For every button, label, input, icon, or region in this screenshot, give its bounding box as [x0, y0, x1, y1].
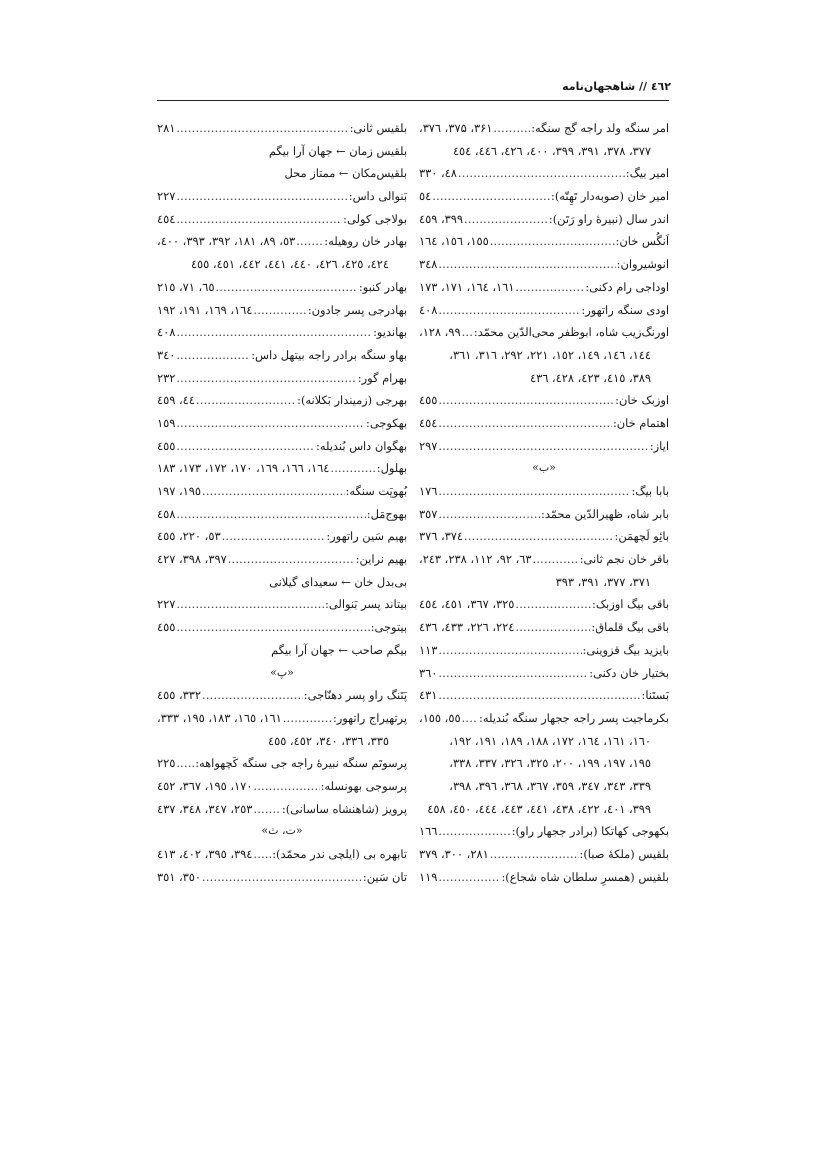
- entry-name: اوزبک خان:: [615, 393, 669, 408]
- xref-text: بیگم صاحب ← جهان آرا بیگم: [271, 642, 407, 657]
- entry-name: پرویز (شاهنشاه ساسانی):: [281, 801, 407, 816]
- index-entry: [419, 866, 669, 889]
- dot-leader: [202, 480, 344, 503]
- entry-name: امیر خان (صوبه‌دار تَهِتّه):: [551, 189, 669, 204]
- index-entry: [157, 798, 407, 821]
- section-letter-text: «ب»: [532, 461, 556, 475]
- dot-leader: [176, 752, 194, 775]
- index-entry: [157, 752, 407, 775]
- entry-name: باقر خان نجم ثانی:: [579, 552, 669, 567]
- entry-pages: ٤٥٥: [157, 620, 176, 635]
- entry-name: بهلول:: [376, 461, 407, 476]
- entry-name: بلقیس (ملکهٔ صبا):: [579, 847, 669, 861]
- entry-name: اوداجی رام دکنی:: [585, 279, 669, 294]
- dot-leader: [515, 616, 590, 639]
- entry-name: بختیار خان دکنی:: [589, 665, 669, 680]
- dot-leader: [515, 276, 584, 299]
- entry-pages: ۱٦٦: [419, 824, 438, 839]
- dot-leader: [222, 525, 326, 548]
- entry-pages: ۱٦٤، ۱٦٦، ۱٦۹، ۱۷۰، ۱۷۲، ۱۷۳، ۱۸۳: [157, 461, 330, 476]
- dot-leader: [438, 480, 630, 503]
- xref-text: بی‌بدل خان ← سعیدای گیلانی: [269, 574, 407, 589]
- dot-leader: [296, 230, 323, 253]
- index-entry: [419, 548, 669, 571]
- entry-name: بایزید بیگ قزوینی:: [582, 642, 669, 657]
- dot-leader: [215, 276, 357, 299]
- entry-pages: ٦۳، ۹۲، ۱۱۲، ۲۳۸، ۲٤۳،: [419, 552, 532, 567]
- dot-leader: [176, 367, 356, 390]
- entry-name: بهرجی (زمیندار بَکلانه):: [297, 393, 407, 408]
- entry-name: اورنگ‌زیب شاه، ابوظفر محی‌الدّین محمّد:: [473, 325, 669, 340]
- entry-pages: ۱٤٤، ۱٤٦، ۱٤۹، ۱٥۲، ۲۲۱، ۲۹۲، ۳۱٦، ۳٦۱،: [449, 347, 651, 362]
- entry-pages: ۲۲۷: [157, 597, 176, 612]
- index-entry: [157, 117, 407, 140]
- section-letter-text: «پ»: [270, 665, 294, 679]
- entry-pages: ٤٥٤: [419, 415, 438, 430]
- index-entry: [157, 548, 407, 571]
- index-entry: [419, 820, 669, 843]
- index-entry: [157, 299, 407, 322]
- dot-leader: [176, 185, 347, 208]
- index-entry: [419, 525, 669, 548]
- index-entry: [157, 367, 407, 390]
- dot-leader: [253, 299, 306, 322]
- index-entry: [157, 503, 407, 526]
- entry-pages: ۲۲٤، ۲۲٦، ٤۳۳، ٤۳٦: [419, 620, 515, 635]
- entry-pages: ۹۹، ۱۲۸،: [419, 325, 461, 340]
- entry-continuation: [419, 730, 669, 753]
- entry-pages: ۳۸۹، ٤۱٥، ٤۲۳، ٤۲۸، ٤۳٦: [529, 370, 651, 385]
- entry-pages: ۲۲۷: [157, 189, 176, 204]
- entry-name: امیر بیگ:: [625, 166, 669, 181]
- dot-leader: [253, 798, 280, 821]
- index-entry: [419, 503, 669, 526]
- dot-leader: [438, 503, 540, 526]
- header-rule: [157, 100, 669, 101]
- entry-pages: ۲٥۳، ۳٤۷، ۳٤۸، ٤۳۷: [157, 801, 253, 816]
- entry-continuation: [419, 571, 669, 594]
- dot-leader: [438, 639, 581, 662]
- entry-pages: ۳٤۰: [157, 347, 176, 362]
- dot-leader: [432, 185, 550, 208]
- entry-pages: ۱٦٤، ۱٦۹، ۱۹۱، ۱۹۲: [157, 302, 253, 317]
- entry-pages: ۱٥٥، ۱٥٦، ۱٦٤: [419, 234, 489, 249]
- index-entry: [419, 480, 669, 503]
- entry-name: تان سَین:: [362, 869, 407, 884]
- dot-leader: [176, 616, 369, 639]
- dot-leader: [462, 321, 473, 344]
- index-entry: [419, 639, 669, 662]
- index-entry: [419, 208, 669, 231]
- dot-leader: [196, 389, 296, 412]
- index-entry: [419, 616, 669, 639]
- cross-reference: [157, 162, 407, 185]
- entry-name: بابا بیگ:: [631, 484, 669, 498]
- dot-leader: [176, 412, 365, 435]
- entry-continuation: [419, 140, 669, 163]
- dot-leader: [490, 230, 615, 253]
- dot-leader: [330, 457, 375, 480]
- entry-pages: ٤۸، ۳۳۰: [419, 166, 457, 181]
- entry-name: بهرام گور:: [357, 370, 407, 385]
- entry-name: پَتَنگ راو پسر دهنّاجی:: [303, 688, 407, 703]
- entry-pages: ۳۳٥، ۳۳٦، ۳٤۰، ٤٥۲، ٤٥٥: [267, 733, 389, 748]
- dot-leader: [176, 208, 342, 231]
- entry-pages: ۳۷۱، ۳۷۷، ۳۹۱، ۳۹۳: [555, 574, 651, 589]
- entry-pages: ۳۹۷، ۳۹۸، ٤۲۷: [157, 552, 227, 567]
- index-entry: [157, 707, 407, 730]
- entry-pages: ٤٥٥: [419, 393, 438, 408]
- index-entry: [157, 775, 407, 798]
- entry-pages: ۳۹۹، ٤۰۱، ٤۲۲، ٤۳۸، ٤٤۱، ٤٤۳، ٤٤٤، ٤٥۰، ٤٥۸: [427, 801, 651, 816]
- index-entry: [157, 843, 407, 866]
- section-letter: [419, 457, 669, 480]
- section-letter: [157, 820, 407, 843]
- entry-pages: ۳٤۸: [419, 257, 438, 272]
- entry-pages: ۳۲٥، ۳٦۷، ٤٥۱، ٤٥٤: [419, 597, 515, 612]
- xref-text: بلقیس‌مکان ← ممتاز محل: [284, 166, 407, 181]
- dot-leader: [438, 435, 648, 458]
- entry-name: بائِو لَچهمَن:: [614, 529, 669, 544]
- index-entry: [157, 480, 407, 503]
- entry-continuation: [419, 344, 669, 367]
- entry-name: بهیم سَین راتهور:: [326, 529, 407, 544]
- index-entry: [157, 684, 407, 707]
- entry-pages: ۳٥۷: [419, 506, 438, 521]
- entry-pages: ۱۱۹: [419, 869, 438, 884]
- index-entry: [157, 866, 407, 889]
- dot-leader: [438, 820, 510, 843]
- entry-name: باقی بیگ قلماق:: [591, 620, 669, 635]
- entry-name: باقی بیگ اوزبک:: [592, 597, 669, 612]
- entry-name: بابر شاه، ظهیرالدّین محمّد:: [541, 506, 669, 521]
- entry-pages: ۳٥۰، ۳٥۱: [157, 869, 202, 884]
- entry-name: بَستَنا:: [641, 688, 669, 703]
- index-entry: [157, 593, 407, 616]
- dot-leader: [438, 389, 614, 412]
- index-entry: [419, 117, 669, 140]
- entry-pages: ۲۸۱، ۳۰۰، ۳۷۹: [419, 847, 489, 861]
- dot-leader: [228, 548, 355, 571]
- index-entry: [419, 230, 669, 253]
- entry-pages: ٤٤، ٤٥۹: [157, 393, 195, 408]
- dot-leader: [493, 117, 530, 140]
- index-entry: [419, 299, 669, 322]
- dot-leader: [253, 843, 271, 866]
- entry-pages: ۳۳۹، ۳٤۳، ۳٤۷، ۳٥۹، ۳٦۷، ۳٦۸، ۳۹٦، ۳۹۸،: [449, 778, 651, 793]
- section-letter: [157, 662, 407, 685]
- entry-name: ایاز:: [649, 438, 669, 453]
- entry-pages: ۱۹٥، ۱۹۷، ۱۹۹، ۲۰۰، ۳۲٥، ۳۲٦، ۳۳۷، ۳۳۸،: [449, 756, 651, 771]
- entry-pages: ۳۷٤، ۳۷٦: [419, 529, 464, 544]
- entry-name: بلقیس ثانی:: [349, 121, 407, 135]
- entry-name: بهکوجی:: [366, 415, 407, 430]
- entry-name: بهادر کنبو:: [358, 279, 407, 294]
- entry-name: بُهوپَت سنگه:: [345, 484, 407, 498]
- entry-name: بکرماجیت پسر راجه ججهار سنگه بُندیله:: [479, 710, 669, 725]
- entry-name: تابهره بی (ایلچی ندر محمّد):: [272, 847, 407, 861]
- entry-pages: ٤۰۸: [419, 302, 438, 317]
- dot-leader: [462, 707, 478, 730]
- index-column-right: [419, 117, 669, 888]
- index-entry: [157, 412, 407, 435]
- index-entry: [419, 662, 669, 685]
- entry-name: بیتوجی:: [370, 620, 407, 635]
- entry-pages: ۱٦۱، ۱٦٤، ۱۷۱، ۱۷۳: [419, 279, 515, 294]
- entry-pages: ۳۶۱، ۳۷۵، ۳۷٦،: [419, 121, 493, 135]
- entry-name: امر سنگه ولد راجه گج سنگه:: [531, 121, 669, 135]
- index-column-left: [157, 117, 407, 888]
- entry-name: بهادرجی پسر جادون:: [307, 302, 407, 317]
- index-entry: [157, 185, 407, 208]
- index-entry: [419, 185, 669, 208]
- entry-pages: ۳۹۹، ٤٥۹: [419, 211, 464, 226]
- entry-pages: ٤٥٤: [157, 211, 176, 226]
- entry-pages: ۱۹٥، ۱۹۷: [157, 484, 202, 498]
- index-entry: [419, 707, 669, 730]
- entry-name: بَنوالی داس:: [348, 189, 407, 204]
- index-entry: [157, 344, 407, 367]
- entry-continuation: [419, 752, 669, 775]
- entry-pages: ۱٥۹: [157, 415, 176, 430]
- entry-name: بهگوان داس بُندیله:: [316, 438, 407, 453]
- entry-pages: ۲۳۲: [157, 370, 176, 385]
- entry-pages: ٦٥، ۷۱، ۲۱٥: [157, 279, 215, 294]
- entry-name: اهتمام خان:: [612, 415, 669, 430]
- index-entry: [419, 276, 669, 299]
- index-entry: [419, 684, 669, 707]
- dot-leader: [438, 684, 640, 707]
- entry-name: اَنگُس خان:: [615, 234, 669, 249]
- index-entry: [419, 843, 669, 866]
- entry-name: اودی سنگه راتهور:: [581, 302, 669, 317]
- entry-pages: ۱۱۳: [419, 642, 438, 657]
- index-entry: [419, 321, 669, 344]
- index-entry: [157, 276, 407, 299]
- cross-reference: [157, 140, 407, 163]
- entry-name: بهیم نراین:: [355, 552, 407, 567]
- index-entry: [157, 389, 407, 412]
- index-entry: [157, 321, 407, 344]
- dot-leader: [438, 662, 588, 685]
- entry-name: پرسوجی بهونسله:: [320, 778, 407, 793]
- dot-leader: [176, 321, 372, 344]
- cross-reference: [157, 639, 407, 662]
- index-entry: [157, 525, 407, 548]
- entry-name: بهاندیو:: [373, 325, 407, 340]
- running-head: ٤٦٢ // شاهجهان‌نامه: [562, 80, 671, 93]
- index-entry: [419, 435, 669, 458]
- entry-pages: ۳۳۲، ٤٥٥: [157, 688, 202, 703]
- entry-pages: ٥۳، ۲۲۰، ٤٥٥: [157, 529, 221, 544]
- entry-name: بهاو سنگه برادر راجه بیتهل داس:: [251, 347, 407, 362]
- index-entry: [419, 162, 669, 185]
- dot-leader: [176, 117, 348, 140]
- entry-pages: ۱٦۱، ۱٦٥، ۱۸۳، ۱۹٥، ۳۳۳،: [157, 710, 282, 725]
- entry-continuation: [419, 367, 669, 390]
- entry-name: بیتاند پسر بَنوالی:: [325, 597, 407, 612]
- index-entry: [157, 435, 407, 458]
- entry-name: اندر سال (نبیرهٔ راو رَتَن):: [548, 211, 669, 226]
- dot-leader: [438, 253, 615, 276]
- index-entry: [419, 253, 669, 276]
- dot-leader: [202, 684, 303, 707]
- entry-name: بهادر خان روهیله:: [324, 234, 407, 249]
- dot-leader: [438, 412, 612, 435]
- dot-leader: [458, 162, 625, 185]
- index-entry: [419, 412, 669, 435]
- entry-name: پرتهیراج راتهور:: [332, 710, 407, 725]
- entry-pages: ۳۷۷، ۳۷۸، ۳۹۱، ۳۹۹، ٤۰۰، ٤۲٦، ٤٤٦، ٤٥٤: [452, 143, 651, 158]
- entry-pages: ٤۰۸: [157, 325, 176, 340]
- dot-leader: [464, 525, 613, 548]
- entry-pages: ٤٥۸: [157, 506, 176, 521]
- dot-leader: [176, 435, 315, 458]
- dot-leader: [283, 707, 332, 730]
- dot-leader: [176, 503, 365, 526]
- section-letter-text: «ت، ث»: [261, 824, 303, 838]
- dot-leader: [533, 548, 579, 571]
- entry-name: بهوج‌مَل:: [366, 506, 407, 521]
- entry-pages: ٤۲٤، ٤۲٥، ٤۲٦، ٤٤۰، ٤٤۱، ٤٤۲، ٤٥۱، ٤٥٥: [190, 257, 389, 272]
- dot-leader: [515, 593, 591, 616]
- entry-name: بکهوجی کهاتکا (برادر ججهار راو):: [511, 824, 669, 839]
- dot-leader: [176, 344, 250, 367]
- index-entry: [157, 230, 407, 253]
- dot-leader: [176, 593, 324, 616]
- entry-pages: ۱٦۰، ۱٦۱، ۱٦٤، ۱۷۲، ۱۸۸، ۱۸۹، ۱۹۱، ۱۹۲،: [449, 733, 651, 748]
- entry-name: بلقیس (همسرِ سلطان شاه شجاع):: [501, 869, 669, 884]
- cross-reference: [157, 571, 407, 594]
- entry-pages: ۱۷۰، ۱۹٥، ۳٦۷، ٤٥۲: [157, 778, 253, 793]
- entry-pages: ۳۹٤، ۳۹٥، ٤۰۲، ٤۱۳: [157, 847, 253, 861]
- entry-name: انوشیروان:: [616, 257, 669, 272]
- entry-continuation: [419, 775, 669, 798]
- index-entry: [157, 616, 407, 639]
- entry-pages: ٤۳۱: [419, 688, 438, 703]
- entry-continuation: [157, 253, 407, 276]
- dot-leader: [490, 843, 579, 866]
- entry-name: بولاجی کولی:: [343, 211, 407, 226]
- entry-continuation: [157, 730, 407, 753]
- dot-leader: [438, 866, 500, 889]
- entry-pages: ۲۹۷: [419, 438, 438, 453]
- dot-leader: [253, 775, 319, 798]
- entry-pages: ۳٦۰: [419, 665, 438, 680]
- entry-name: پرسوتَم سنگه نبیرهٔ راجه جی سنگه کَچهواهه:: [195, 756, 407, 771]
- index-entry: [419, 593, 669, 616]
- entry-continuation: [419, 798, 669, 821]
- dot-leader: [202, 866, 362, 889]
- entry-pages: ٤٥٥: [157, 438, 176, 453]
- dot-leader: [464, 208, 548, 231]
- index-entry: [419, 389, 669, 412]
- xref-text: بلقیس زمان ← جهان آرا بیگم: [268, 143, 407, 158]
- entry-pages: ٥٤: [419, 189, 432, 204]
- entry-pages: ۲۲٥: [157, 756, 176, 771]
- index-entry: [157, 457, 407, 480]
- entry-pages: ٥۳، ۸۹، ۱۸۱، ۳۹۲، ۳۹۳، ٤۰۰،: [157, 234, 296, 249]
- index-entry: [157, 208, 407, 231]
- entry-pages: ۲۸۱: [157, 121, 176, 135]
- dot-leader: [438, 299, 580, 322]
- entry-pages: ۱۷٦: [419, 484, 438, 498]
- entry-pages: ٥٥، ۱٥٥،: [419, 710, 461, 725]
